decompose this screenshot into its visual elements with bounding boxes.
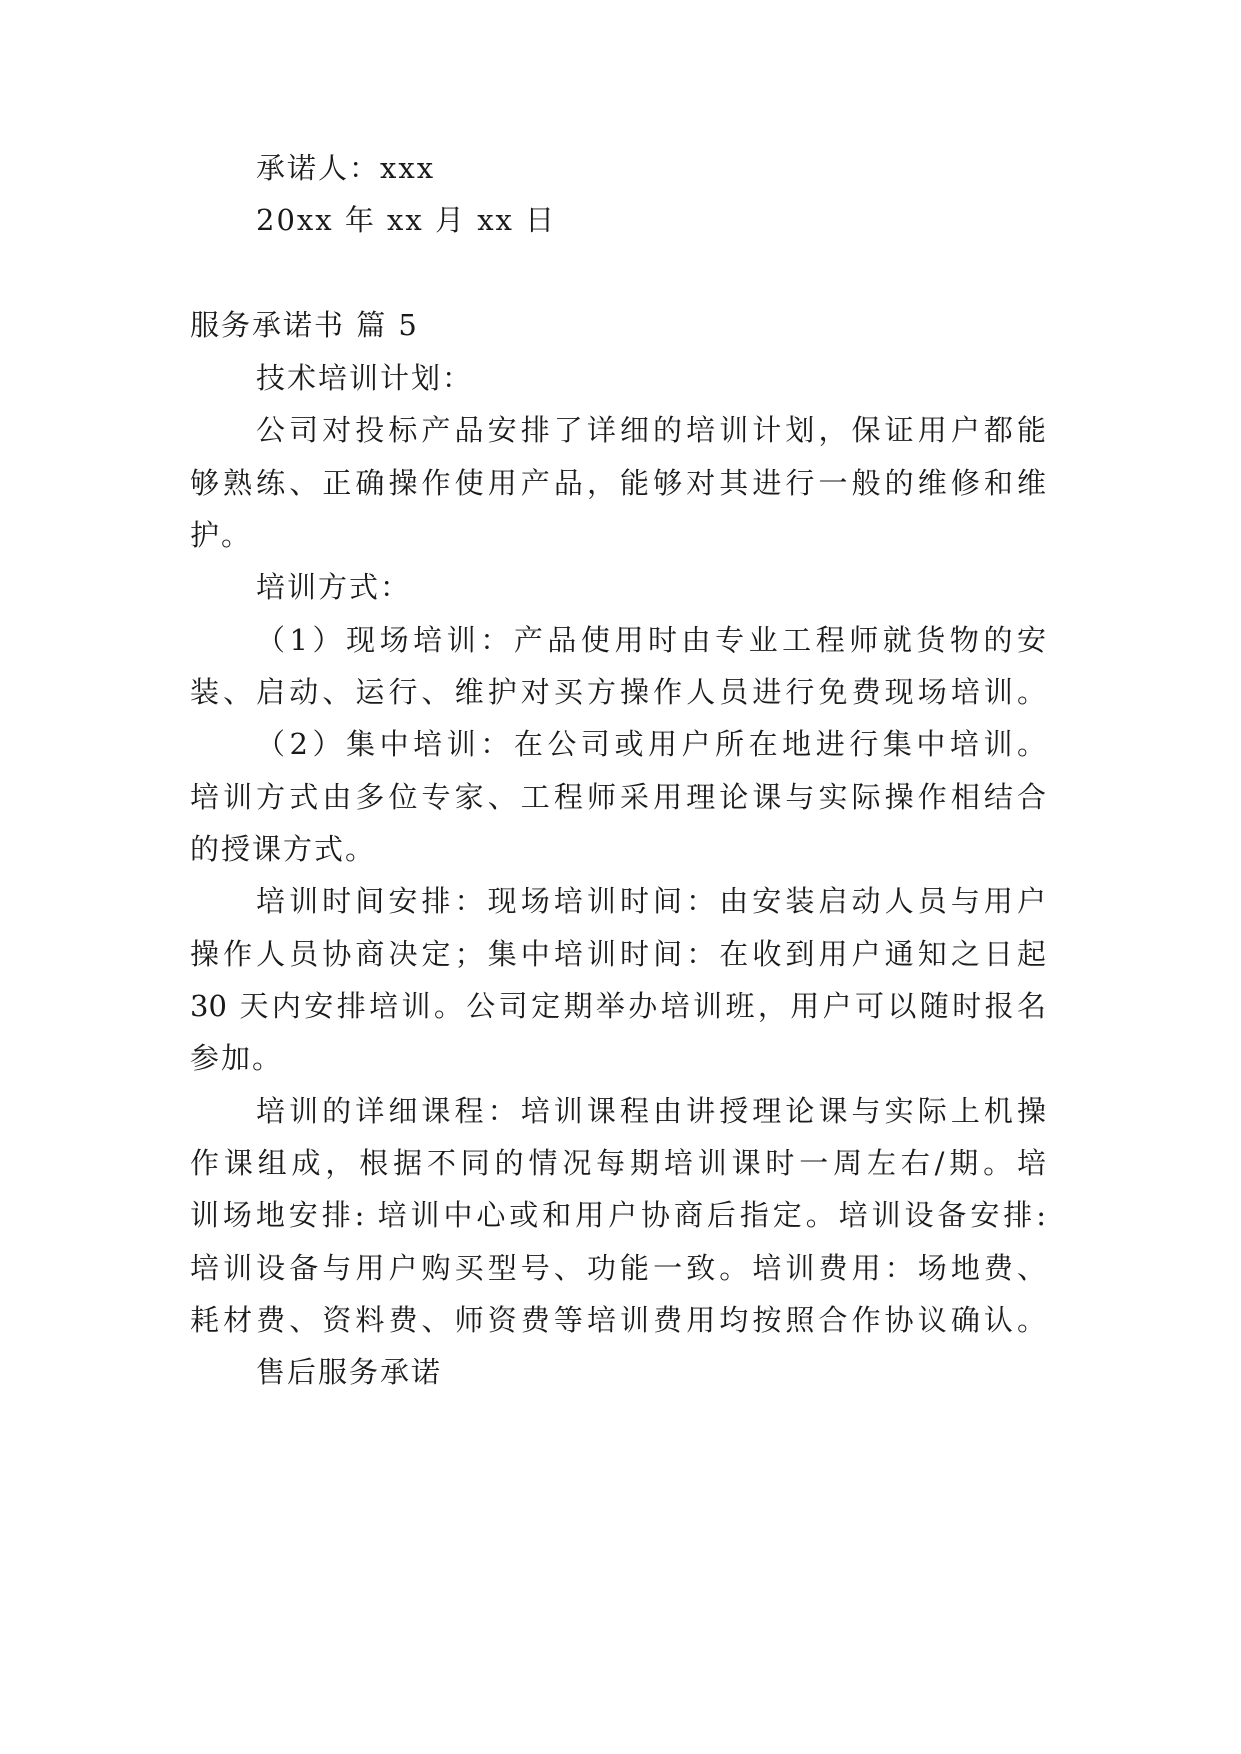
course-line-4: 培训设备与用户购买型号、功能一致。培训费用：场地费、 [190, 1251, 1046, 1285]
schedule-line-2: 操作人员协商决定；集中培训时间：在收到用户通知之日起 [190, 937, 1046, 971]
course-line-3: 训场地安排: 培训中心或和用户协商后指定。培训设备安排: [190, 1198, 1046, 1232]
schedule-line-1: 培训时间安排：现场培训时间：由安装启动人员与用户 [256, 884, 1046, 918]
method2-line-3: 的授课方式。 [190, 832, 377, 866]
schedule-line-3: 30 天内安排培训。公司定期举办培训班，用户可以随时报名 [190, 989, 1046, 1023]
method2-line-2: 培训方式由多位专家、工程师采用理论课与实际操作相结合 [190, 780, 1046, 814]
schedule-line-4: 参加。 [190, 1041, 284, 1075]
intro-line-3: 护。 [190, 518, 253, 552]
section-heading: 服务承诺书 篇 5 [190, 308, 419, 342]
method1-line-2: 装、启动、运行、维护对买方操作人员进行免费现场培训。 [190, 675, 1046, 709]
intro-line-2: 够熟练、正确操作使用产品，能够对其进行一般的维修和维 [190, 466, 1046, 500]
course-line-5: 耗材费、资料费、师资费等培训费用均按照合作协议确认。 [190, 1303, 1046, 1337]
plan-title: 技术培训计划： [256, 361, 474, 395]
course-line-2: 作课组成，根据不同的情况每期培训课时一周左右/期。培 [190, 1146, 1046, 1180]
after-sales-heading: 售后服务承诺 [256, 1355, 443, 1389]
signer-line: 承诺人：xxx [256, 151, 436, 185]
date-line: 20xx 年 xx 月 xx 日 [256, 203, 557, 237]
course-line-1: 培训的详细课程：培训课程由讲授理论课与实际上机操 [256, 1094, 1046, 1128]
method1-line-1: （1）现场培训：产品使用时由专业工程师就货物的安 [256, 623, 1046, 657]
method-title: 培训方式： [256, 570, 412, 604]
method2-line-1: （2）集中培训：在公司或用户所在地进行集中培训。 [256, 727, 1046, 761]
intro-line-1: 公司对投标产品安排了详细的培训计划，保证用户都能 [256, 413, 1046, 447]
